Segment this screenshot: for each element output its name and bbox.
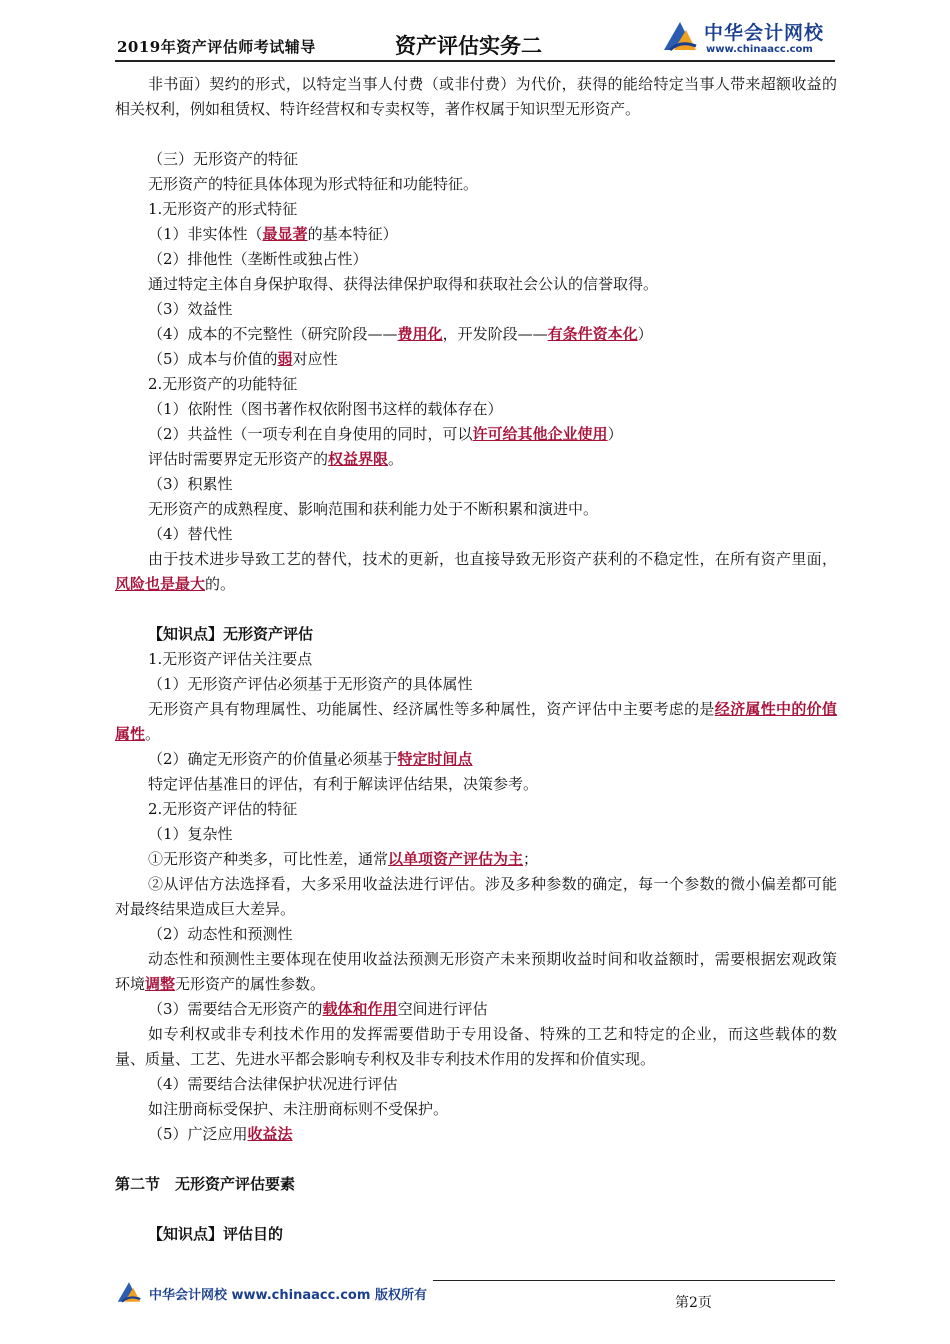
list-item: （1）复杂性 — [148, 825, 233, 843]
highlight: 弱 — [277, 350, 293, 368]
list-item: （2）共益性（一项专利在自身使用的同时，可以许可给其他企业使用） — [148, 425, 623, 443]
highlight: 有条件资本化 — [547, 325, 638, 343]
highlight: 收益法 — [247, 1125, 293, 1143]
page-footer — [115, 1272, 835, 1312]
knowledge-point-heading: 【知识点】无形资产评估 — [148, 625, 314, 643]
list-item: ①无形资产种类多，可比性差，通常以单项资产评估为主； — [148, 850, 539, 868]
list-item: （1）非实体性（最显著的基本特征） — [148, 225, 398, 243]
paragraph: 无形资产的特征具体体现为形式特征和功能特征。 — [148, 175, 479, 193]
logo-icon — [660, 16, 700, 56]
list-heading: 1.无形资产的形式特征 — [148, 200, 298, 218]
footer-logo-icon — [115, 1278, 143, 1306]
header-divider — [115, 60, 835, 62]
subheading: （三）无形资产的特征 — [148, 150, 299, 168]
highlight: 载体和作用 — [322, 1000, 398, 1018]
page-header — [115, 14, 835, 62]
list-item: （3）积累性 — [148, 475, 233, 493]
paragraph: 评估时需要界定无形资产的权益界限。 — [148, 450, 404, 468]
header-subject-title: 资产评估实务二 — [395, 33, 542, 58]
paragraph: 动态性和预测性主要体现在使用收益法预测无形资产未来预期收益时间和收益额时，需要根据宏观政策环境调整无形资产的属性参数。 — [115, 950, 837, 993]
footer-divider — [433, 1280, 835, 1281]
list-item: （3）需要结合无形资产的载体和作用空间进行评估 — [148, 1000, 488, 1018]
header-course-title: 2019年资产评估师考试辅导 — [117, 38, 316, 56]
list-item: （2）动态性和预测性 — [148, 925, 293, 943]
knowledge-point-heading: 【知识点】评估目的 — [148, 1225, 284, 1243]
document-body — [115, 72, 837, 1247]
list-item: （5）广泛应用收益法 — [148, 1125, 293, 1143]
logo-text: 中华会计网校 — [704, 22, 825, 44]
paragraph: 非书面）契约的形式，以特定当事人付费（或非付费）为代价，获得的能给特定当事人带来超额收益的相关权利，例如租赁权、特许经营权和专卖权等，著作权属于知识型无形资产。 — [115, 75, 837, 118]
highlight: 费用化 — [397, 325, 443, 343]
highlight: 调整 — [145, 975, 176, 993]
list-item: （3）效益性 — [148, 300, 233, 318]
highlight: 经济属性中的价值属性 — [115, 700, 837, 743]
highlight: 权益界限 — [328, 450, 389, 468]
highlight: 最显著 — [262, 225, 308, 243]
paragraph: 由于技术进步导致工艺的替代，技术的更新，也直接导致无形资产获利的不稳定性，在所有资产里面，风险也是最大的。 — [115, 550, 837, 593]
list-item: （2）排他性（垄断性或独占性） — [148, 250, 368, 268]
paragraph: 如专利权或非专利技术作用的发挥需要借助于专用设备、特殊的工艺和特定的企业，而这些载体的数量、质量、工艺、先进水平都会影响专利权及非专利技术作用的发挥和价值实现。 — [115, 1025, 837, 1068]
list-item: （2）确定无形资产的价值量必须基于特定时间点 — [148, 750, 473, 768]
logo-url: www.chinaacc.com — [706, 44, 813, 55]
section-heading: 第二节 无形资产评估要素 — [115, 1175, 296, 1193]
highlight: 许可给其他企业使用 — [472, 425, 608, 443]
footer-copyright[interactable]: 中华会计网校 www.chinaacc.com 版权所有 — [149, 1288, 427, 1303]
list-item: （1）依附性（图书著作权依附图书这样的载体存在） — [148, 400, 503, 418]
list-heading: 2.无形资产评估的特征 — [148, 800, 298, 818]
list-heading: 2.无形资产的功能特征 — [148, 375, 298, 393]
list-item: ②从评估方法选择看，大多采用收益法进行评估。涉及多种参数的确定，每一个参数的微小偏差都可能对最终结果造成巨大差异。 — [115, 875, 837, 918]
list-item: （4）成本的不完整性（研究阶段——费用化，开发阶段——有条件资本化） — [148, 325, 653, 343]
highlight: 以单项资产评估为主 — [388, 850, 524, 868]
paragraph: 特定评估基准日的评估，有利于解读评估结果，决策参考。 — [148, 775, 539, 793]
paragraph: 无形资产的成熟程度、影响范围和获利能力处于不断积累和演进中。 — [148, 500, 599, 518]
list-item: （4）需要结合法律保护状况进行评估 — [148, 1075, 398, 1093]
list-item: （5）成本与价值的弱对应性 — [148, 350, 338, 368]
paragraph: 无形资产具有物理属性、功能属性、经济属性等多种属性，资产评估中主要考虑的是经济属性中的价值属性。 — [115, 700, 837, 743]
list-heading: 1.无形资产评估关注要点 — [148, 650, 313, 668]
highlight: 风险也是最大 — [115, 575, 206, 593]
list-item: （4）替代性 — [148, 525, 233, 543]
highlight: 特定时间点 — [397, 750, 473, 768]
site-logo[interactable] — [660, 14, 835, 60]
paragraph: 如注册商标受保护、未注册商标则不受保护。 — [148, 1100, 449, 1118]
paragraph: 通过特定主体自身保护取得、获得法律保护取得和获取社会公认的信誉取得。 — [148, 275, 659, 293]
page-number: 第2页 — [675, 1295, 712, 1311]
list-item: （1）无形资产评估必须基于无形资产的具体属性 — [148, 675, 473, 693]
